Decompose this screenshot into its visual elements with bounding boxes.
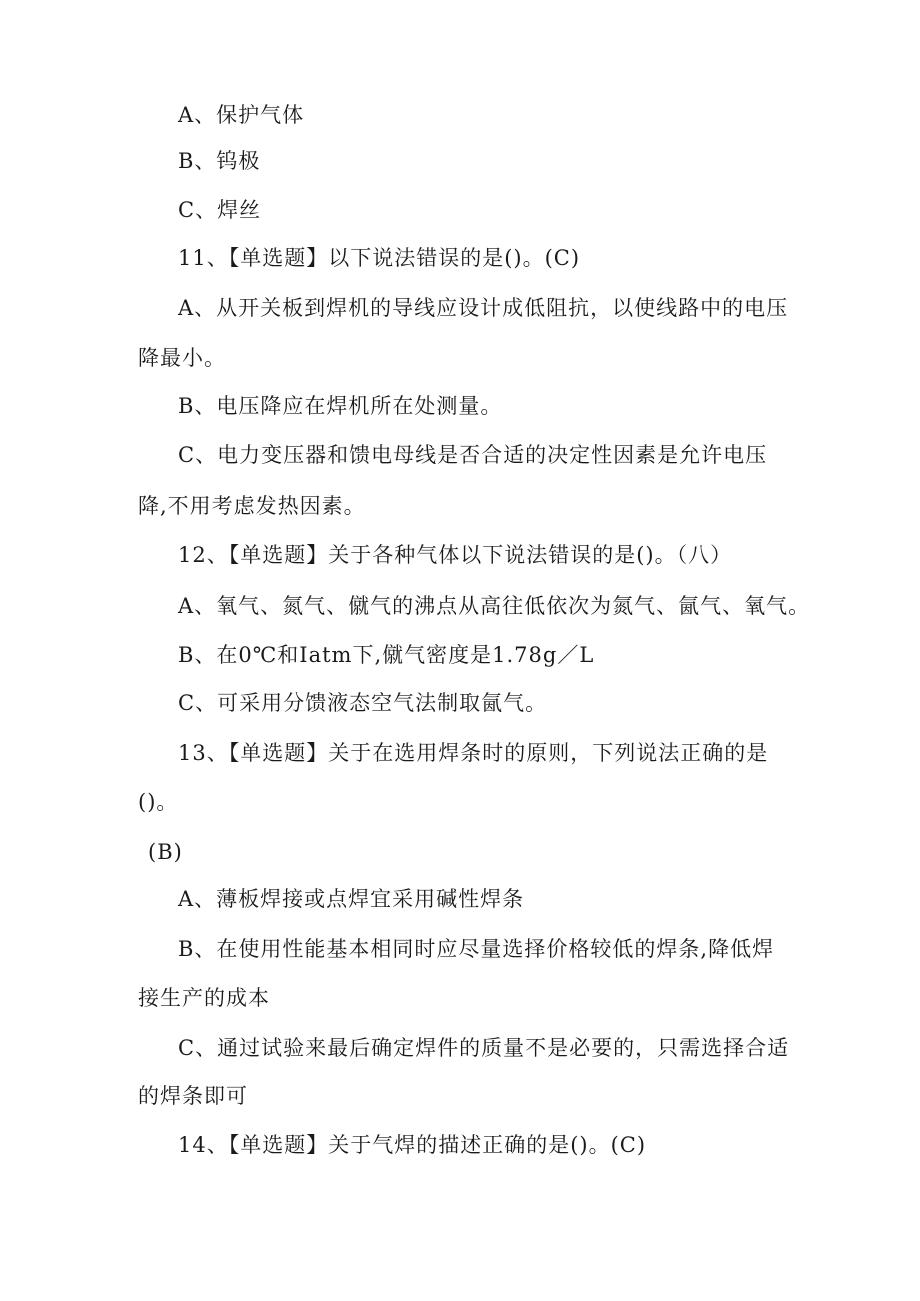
q12-option-c: C、可采用分馈液态空气法制取氤气。	[178, 691, 548, 715]
q13-option-b: B、在使用性能基本相同时应尽量选择价格较低的焊条,降低焊	[178, 937, 775, 961]
q10-option-a: A、保护气体	[178, 103, 305, 127]
q12-option-a: A、氧气、氮气、僦气的沸点从高往低依次为氮气、氤气、氧气。	[178, 594, 811, 618]
q13-option-c: C、通过试验来最后确定焊件的质量不是必要的，只需选择合适	[178, 1036, 790, 1060]
q13-option-c-cont: 的焊条即可	[138, 1084, 248, 1108]
q13-question-cont: ()。	[138, 790, 179, 814]
q11-option-a-cont: 降最小。	[138, 346, 226, 370]
q13-option-b-cont: 接生产的成本	[138, 986, 270, 1010]
q11-option-a: A、从开关板到焊机的导线应设计成低阻抗，以使线路中的电压	[178, 296, 789, 320]
q10-option-c: C、焊丝	[178, 198, 262, 222]
q10-option-b: B、钨极	[178, 149, 261, 173]
q12-option-b: B、在0℃和Iatm下,僦气密度是1.78g／L	[178, 643, 595, 667]
q11-option-c: C、电力变压器和馈电母线是否合适的决定性因素是允许电压	[178, 443, 768, 467]
q13-question: 13、【单选题】关于在选用焊条时的原则，下列说法正确的是	[178, 741, 769, 765]
q11-option-c-cont: 降,不用考虑发热因素。	[138, 494, 366, 518]
q13-option-a: A、薄板焊接或点焊宜采用碱性焊条	[178, 887, 525, 911]
q11-option-b: B、电压降应在焊机所在处测量。	[178, 394, 503, 418]
q11-question: 11、【单选题】以下说法错误的是()。(C)	[178, 246, 581, 270]
q13-answer: (B)	[148, 840, 183, 864]
q12-question: 12、【单选题】关于各种气体以下说法错误的是()。（八）	[178, 543, 733, 567]
q14-question: 14、【单选题】关于气焊的描述正确的是()。(C)	[178, 1133, 647, 1157]
